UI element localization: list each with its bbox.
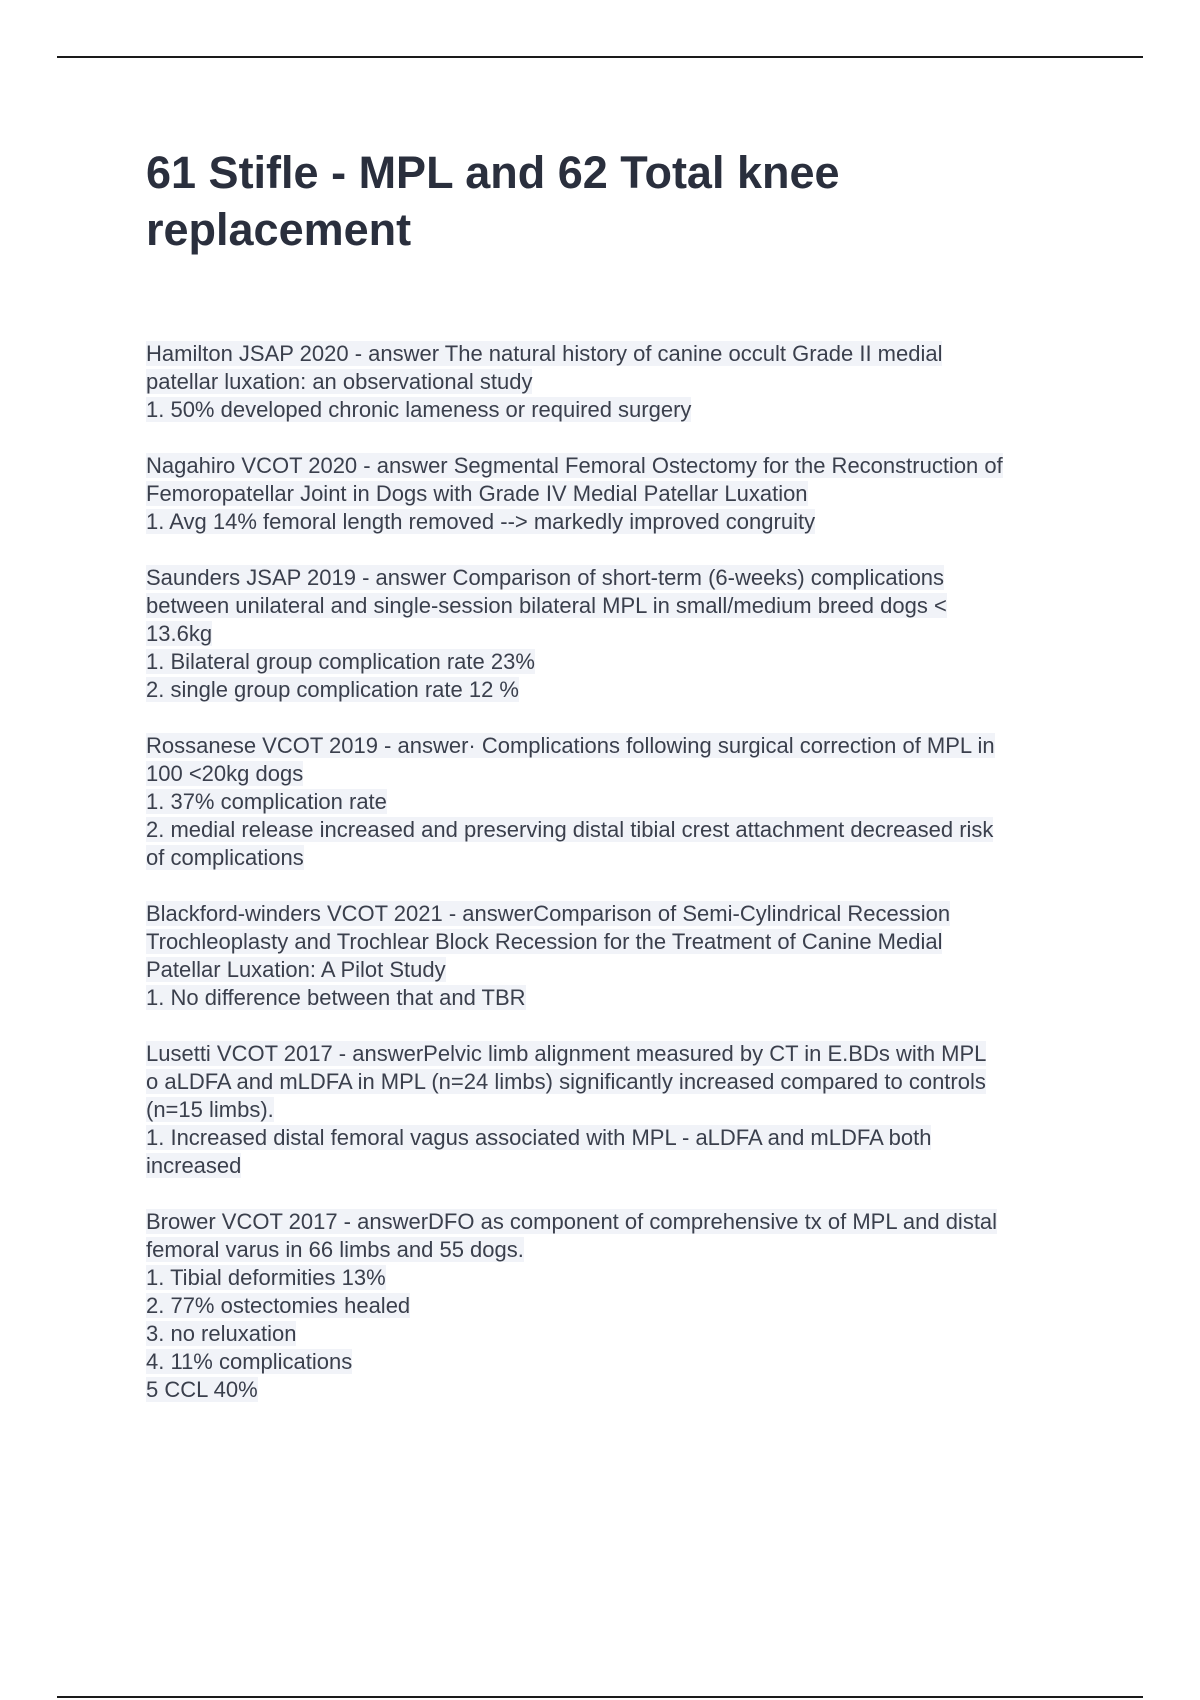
entry-text-line xyxy=(146,396,1096,424)
entry-line-text: 1. Increased distal femoral vagus associated with MPL - aLDFA and mLDFA both xyxy=(146,1125,932,1150)
entry-line-text: 1. 50% developed chronic lameness or required surgery xyxy=(146,397,692,422)
entry-line-text: 1. 37% complication rate xyxy=(146,789,387,814)
entry-line-text: 13.6kg xyxy=(146,621,213,646)
entry-block xyxy=(146,452,1096,536)
entry-text-line xyxy=(146,788,1096,816)
entry-text-line xyxy=(146,1292,1096,1320)
entry-line-text: between unilateral and single-session bilateral MPL in small/medium breed dogs < xyxy=(146,593,947,618)
entry-line-text: Rossanese VCOT 2019 - answer· Complications following surgical correction of MPL in xyxy=(146,733,995,758)
entry-text-line xyxy=(146,1152,1096,1180)
entry-text-line xyxy=(146,508,1096,536)
entry-block xyxy=(146,340,1096,424)
entry-block xyxy=(146,1208,1096,1404)
entry-text-line xyxy=(146,1320,1096,1348)
entry-line-text: of complications xyxy=(146,845,304,870)
entry-text-line xyxy=(146,816,1096,844)
entry-line-text: 5 CCL 40% xyxy=(146,1377,258,1402)
entry-text-line xyxy=(146,1124,1096,1152)
entry-block xyxy=(146,732,1096,872)
entry-text-line xyxy=(146,620,1096,648)
entry-text-line xyxy=(146,928,1096,956)
entry-line-text: Blackford-winders VCOT 2021 - answerComparison of Semi-Cylindrical Recession xyxy=(146,901,951,926)
entry-line-text: 1. No difference between that and TBR xyxy=(146,985,526,1010)
entry-text-line xyxy=(146,844,1096,872)
entry-line-text: Hamilton JSAP 2020 - answer The natural history of canine occult Grade II medial xyxy=(146,341,943,366)
entry-line-text: Nagahiro VCOT 2020 - answer Segmental Femoral Ostectomy for the Reconstruction of xyxy=(146,453,1003,478)
entry-line-text: femoral varus in 66 limbs and 55 dogs. xyxy=(146,1237,524,1262)
entry-heading-line xyxy=(146,564,1096,592)
entry-line-text: 1. Bilateral group complication rate 23% xyxy=(146,649,535,674)
top-divider xyxy=(57,56,1143,58)
entry-line-text: Patellar Luxation: A Pilot Study xyxy=(146,957,446,982)
entry-block xyxy=(146,900,1096,1012)
entry-heading-line xyxy=(146,732,1096,760)
entry-line-text: Brower VCOT 2017 - answerDFO as component of comprehensive tx of MPL and distal xyxy=(146,1209,998,1234)
entry-line-text: 2. 77% ostectomies healed xyxy=(146,1293,411,1318)
entry-text-line xyxy=(146,1096,1096,1124)
entry-line-text: Femoropatellar Joint in Dogs with Grade IV Medial Patellar Luxation xyxy=(146,481,808,506)
entry-text-line xyxy=(146,1264,1096,1292)
entry-line-text: Lusetti VCOT 2017 - answerPelvic limb alignment measured by CT in E.BDs with MPL xyxy=(146,1041,987,1066)
entry-line-text: 2. single group complication rate 12 % xyxy=(146,677,519,702)
entry-line-text: (n=15 limbs). xyxy=(146,1097,274,1122)
entry-text-line xyxy=(146,984,1096,1012)
entry-line-text: patellar luxation: an observational study xyxy=(146,369,533,394)
entry-text-line xyxy=(146,1348,1096,1376)
entry-heading-line xyxy=(146,452,1096,480)
entry-text-line xyxy=(146,760,1096,788)
entry-line-text: o aLDFA and mLDFA in MPL (n=24 limbs) significantly increased compared to controls xyxy=(146,1069,986,1094)
page-title: 61 Stifle - MPL and 62 Total knee replacement xyxy=(146,147,840,255)
entry-text-line xyxy=(146,1236,1096,1264)
entry-line-text: Trochleoplasty and Trochlear Block Recession for the Treatment of Canine Medial xyxy=(146,929,943,954)
entry-block xyxy=(146,564,1096,704)
entry-text-line xyxy=(146,648,1096,676)
entry-block xyxy=(146,1040,1096,1180)
entry-text-line xyxy=(146,956,1096,984)
entry-line-text: 1. Tibial deformities 13% xyxy=(146,1265,386,1290)
entry-line-text: 2. medial release increased and preserving distal tibial crest attachment decreased risk xyxy=(146,817,994,842)
entry-text-line xyxy=(146,1376,1096,1404)
entry-heading-line xyxy=(146,1040,1096,1068)
entry-text-line xyxy=(146,592,1096,620)
entry-text-line xyxy=(146,1068,1096,1096)
entry-text-line xyxy=(146,368,1096,396)
entry-text-line xyxy=(146,480,1096,508)
entry-heading-line xyxy=(146,900,1096,928)
entry-line-text: 1. Avg 14% femoral length removed --> markedly improved congruity xyxy=(146,509,816,534)
entry-text-line xyxy=(146,676,1096,704)
entry-heading-line xyxy=(146,340,1096,368)
entry-line-text: increased xyxy=(146,1153,242,1178)
bottom-divider xyxy=(57,1696,1143,1698)
entry-line-text: 4. 11% complications xyxy=(146,1349,353,1374)
entry-line-text: 100 <20kg dogs xyxy=(146,761,304,786)
entry-line-text: Saunders JSAP 2019 - answer Comparison of short-term (6-weeks) complications xyxy=(146,565,945,590)
entry-list xyxy=(146,340,1096,1432)
entry-heading-line xyxy=(146,1208,1096,1236)
entry-line-text: 3. no reluxation xyxy=(146,1321,297,1346)
